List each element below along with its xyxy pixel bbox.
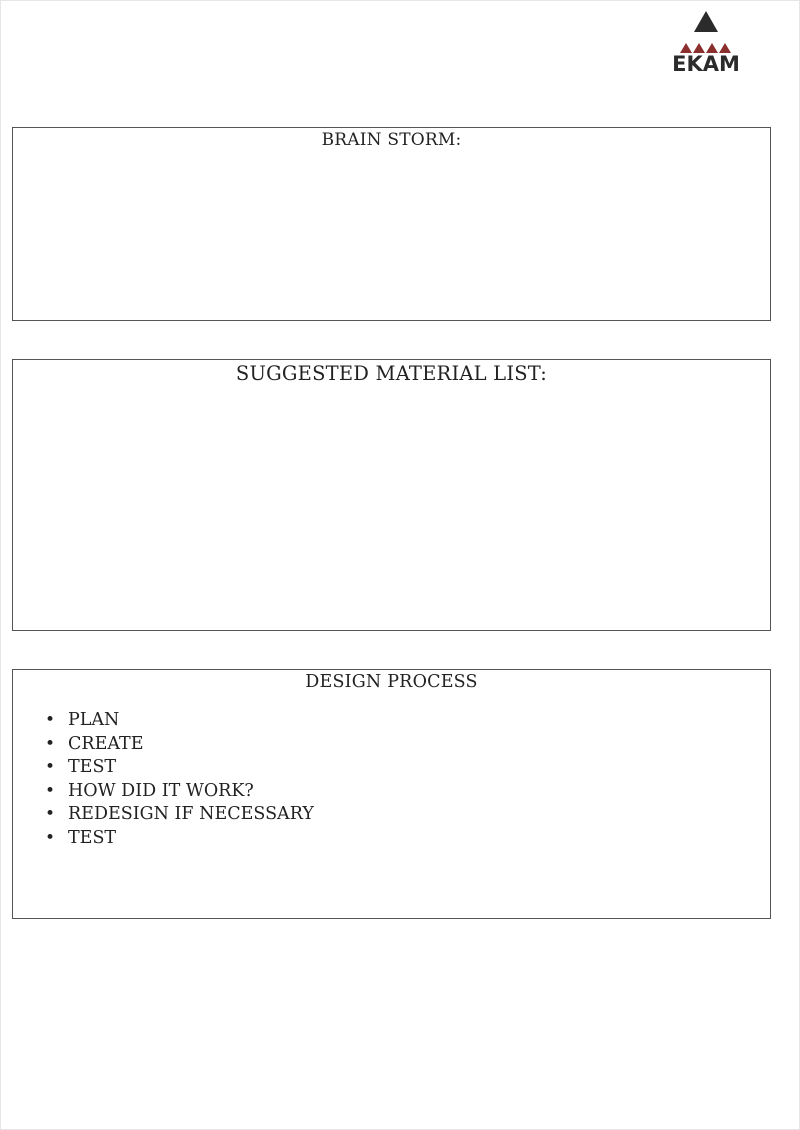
- design-step: [13, 733, 770, 757]
- bullet-icon: •: [45, 757, 56, 778]
- design-step: [13, 803, 770, 827]
- design-step-label: PLAN: [68, 710, 120, 730]
- design-step-label: REDESIGN IF NECESSARY: [68, 804, 314, 825]
- material-list-box: [12, 359, 771, 631]
- design-process-title: DESIGN PROCESS: [305, 672, 478, 692]
- design-step-label: TEST: [68, 757, 117, 778]
- brainstorm-box: [12, 127, 771, 321]
- brainstorm-title: BRAIN STORM:: [321, 130, 462, 150]
- logo-text: EKAM: [672, 52, 740, 76]
- bullet-icon: •: [45, 827, 56, 848]
- material-list-title: SUGGESTED MATERIAL LIST:: [235, 362, 548, 385]
- design-process-steps: [13, 709, 770, 851]
- bullet-icon: •: [45, 780, 56, 801]
- bullet-icon: •: [45, 710, 56, 730]
- design-step: [13, 780, 770, 804]
- design-process-box: [12, 669, 771, 919]
- design-step-label: CREATE: [68, 733, 144, 754]
- bullet-icon: •: [45, 804, 56, 825]
- ekam-mountain-logo-icon: [670, 10, 742, 54]
- design-step-label: HOW DID IT WORK?: [68, 780, 254, 801]
- design-step: [13, 756, 770, 780]
- design-step: [13, 827, 770, 851]
- bullet-icon: •: [45, 733, 56, 754]
- design-step: [13, 709, 770, 733]
- design-step-label: TEST: [68, 827, 117, 848]
- ekam-logo: [670, 10, 742, 76]
